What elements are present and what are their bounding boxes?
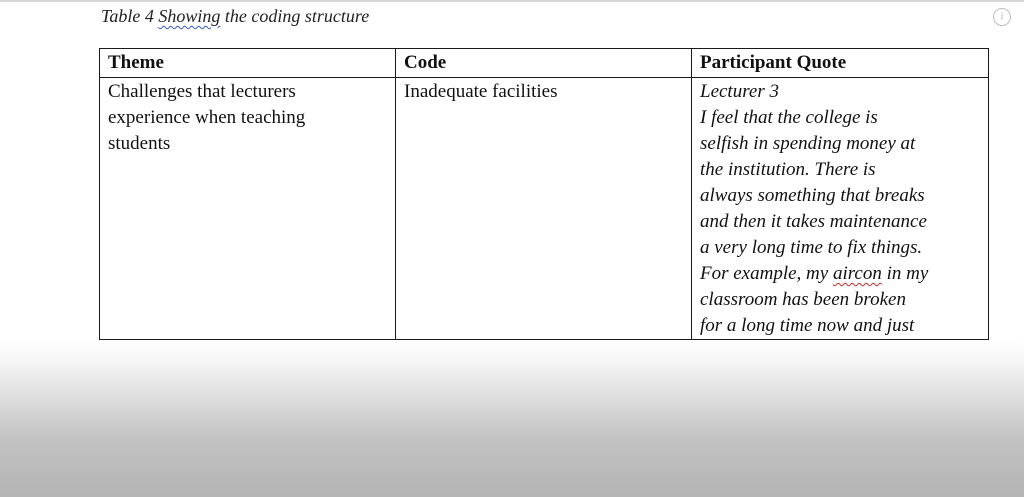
caption-prefix: Table 4 [101,6,159,26]
theme-line: students [108,133,171,154]
quote-line: and then it takes maintenance [700,211,927,232]
theme-cell [100,78,396,340]
code-text: Inadequate facilities [404,81,558,102]
code-cell [396,78,692,340]
info-icon[interactable]: i [993,8,1011,26]
quote-line: I feel that the college is [700,107,878,128]
table-caption [101,6,369,27]
quote-line [700,261,980,287]
theme-line: experience when teaching [108,107,306,128]
header-theme: Theme [100,49,396,78]
quote-line: selfish in spending money at [700,133,916,154]
coding-structure-table [99,48,989,340]
top-divider [0,0,1024,2]
table-row [100,78,989,340]
quote-line: for a long time now and just [700,315,915,336]
quote-cell [692,78,989,340]
quote-flagged-word: aircon [832,263,882,284]
quote-fragment: For example, my [700,263,833,284]
quote-speaker: Lecturer 3 [700,81,779,102]
quote-line: the institution. There is [700,159,876,180]
table-header-row [100,49,989,78]
caption-suffix: the coding structure [220,6,370,26]
header-code: Code [396,49,692,78]
quote-line: always something that breaks [700,185,925,206]
quote-fragment: in my [881,263,929,284]
quote-line: classroom has been broken [700,289,906,310]
theme-line: Challenges that lecturers [108,81,296,102]
header-participant-quote: Participant Quote [692,49,989,78]
quote-line: a very long time to fix things. [700,237,923,258]
caption-flagged-word: Showing [158,6,221,26]
